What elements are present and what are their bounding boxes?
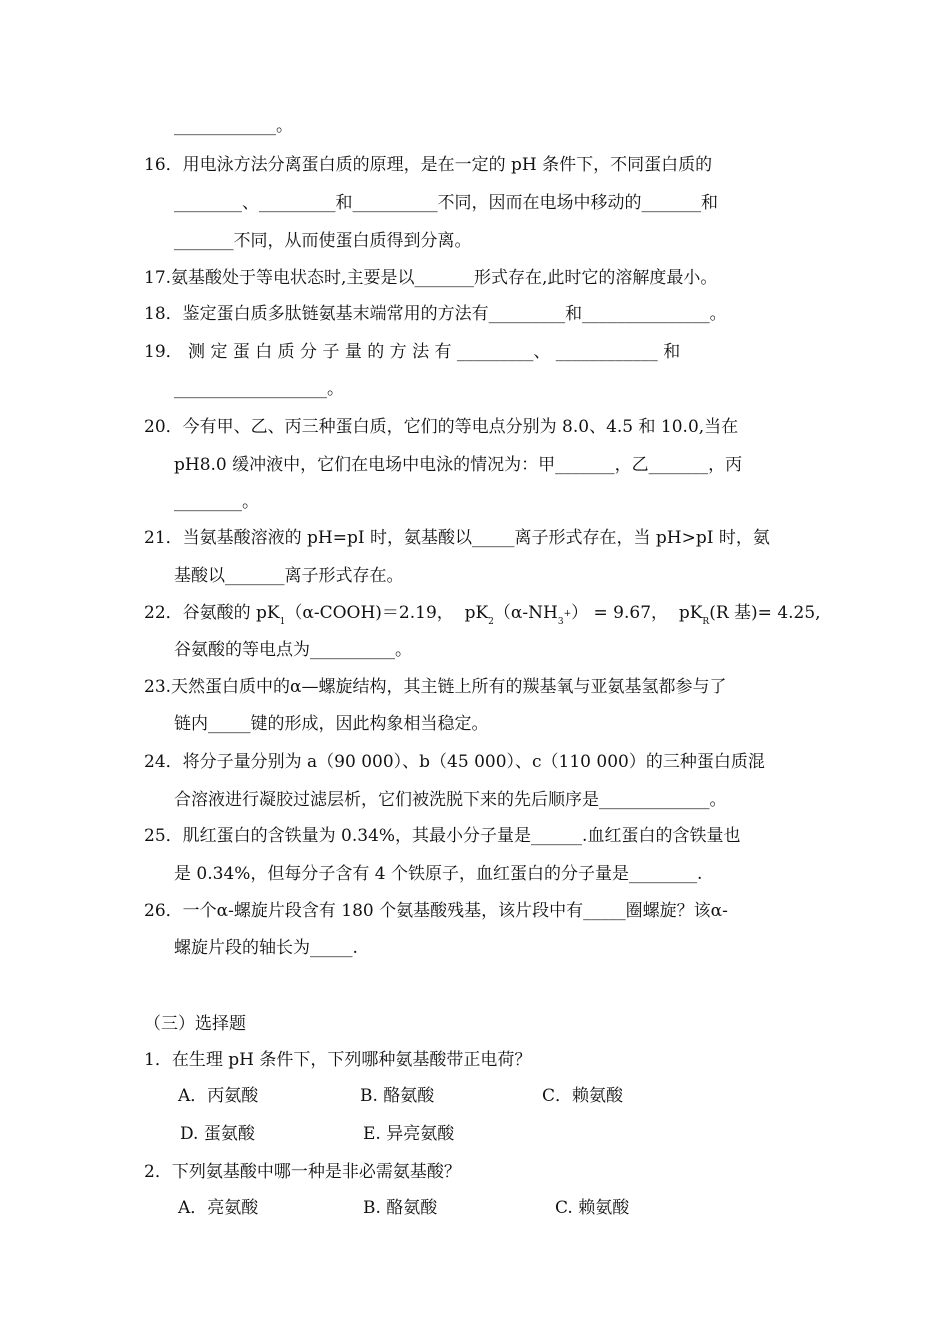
q1-option-a: A．丙氨酸 — [178, 1086, 259, 1106]
q2-option-c: C. 赖氨酸 — [555, 1198, 630, 1218]
question-26-line-2: 螺旋片段的轴长为_____. — [174, 938, 358, 958]
question-23-line-2: 链内_____键的形成，因此构象相当稳定。 — [174, 714, 489, 734]
question-21-line-2: 基酸以_______离子形式存在。 — [174, 566, 404, 586]
q2-option-a: A．亮氨酸 — [178, 1198, 259, 1218]
question-22-line-2: 谷氨酸的等电点为__________。 — [174, 640, 412, 660]
question-25: 25．肌红蛋白的含铁量为 0.34%，其最小分子量是______.血红蛋白的含铁量也 — [144, 826, 741, 846]
question-17: 17.氨基酸处于等电状态时,主要是以_______形式存在,此时它的溶解度最小。 — [144, 268, 718, 288]
question-25-line-2: 是 0.34%，但每分子含有 4 个铁原子，血红蛋白的分子量是________. — [174, 864, 703, 884]
question-16-line-2: ________、_________和__________不同，因而在电场中移动的_______和 — [174, 193, 718, 213]
choice-question-2: 2．下列氨基酸中哪一种是非必需氨基酸？ — [144, 1162, 461, 1182]
choice-question-1: 1．在生理 pH 条件下，下列哪种氨基酸带正电荷？ — [144, 1050, 532, 1070]
section-heading: （三）选择题 — [144, 1014, 246, 1034]
question-21: 21．当氨基酸溶液的 pH=pI 时，氨基酸以_____离子形式存在，当 pH>pI 时，氨 — [144, 528, 770, 548]
question-20-line-3: ________。 — [174, 492, 259, 512]
q1-option-c: C．赖氨酸 — [542, 1086, 624, 1106]
q1-option-d: D. 蛋氨酸 — [180, 1124, 255, 1144]
question-19-line-2: __________________。 — [174, 379, 344, 399]
question-26: 26．一个α-螺旋片段含有 180 个氨基酸残基，该片段中有_____圈螺旋？该α- — [144, 901, 728, 921]
question-16: 16．用电泳方法分离蛋白质的原理，是在一定的 pH 条件下，不同蛋白质的 — [144, 155, 713, 175]
q1-option-b: B. 酪氨酸 — [360, 1086, 435, 1106]
q2-option-b: B. 酪氨酸 — [363, 1198, 438, 1218]
question-24: 24．将分子量分别为 a（90 000）、b（45 000）、c（110 000）的三种蛋白质混 — [144, 752, 765, 772]
question-23: 23.天然蛋白质中的α—螺旋结构，其主链上所有的羰基氧与亚氨基氢都参与了 — [144, 677, 727, 697]
question-20-line-2: pH8.0 缓冲液中，它们在电场中电泳的情况为：甲_______，乙_______，丙 — [174, 455, 743, 475]
question-20: 20．今有甲、乙、丙三种蛋白质，它们的等电点分别为 8.0、4.5 和 10.0,当在 — [144, 417, 739, 437]
question-24-line-2: 合溶液进行凝胶过滤层析，它们被洗脱下来的先后顺序是_____________。 — [174, 790, 727, 810]
line-15-end: ____________。 — [174, 116, 293, 136]
question-18: 18．鉴定蛋白质多肽链氨基末端常用的方法有_________和_______________。 — [144, 304, 727, 324]
question-16-line-3: _______不同，从而使蛋白质得到分离。 — [174, 231, 472, 251]
question-19: 19． 测 定 蛋 白 质 分 子 量 的 方 法 有 _________、 ____________ 和 — [144, 342, 681, 362]
question-22: 22．谷氨酸的 $pK_1(\alpha-COOH)=2.19$， $pK_2(\alpha-NH_3+) = 9.67$， $pK_R(R$ 基)= 4.25, — [144, 603, 821, 627]
q1-option-e: E. 异亮氨酸 — [363, 1124, 455, 1144]
